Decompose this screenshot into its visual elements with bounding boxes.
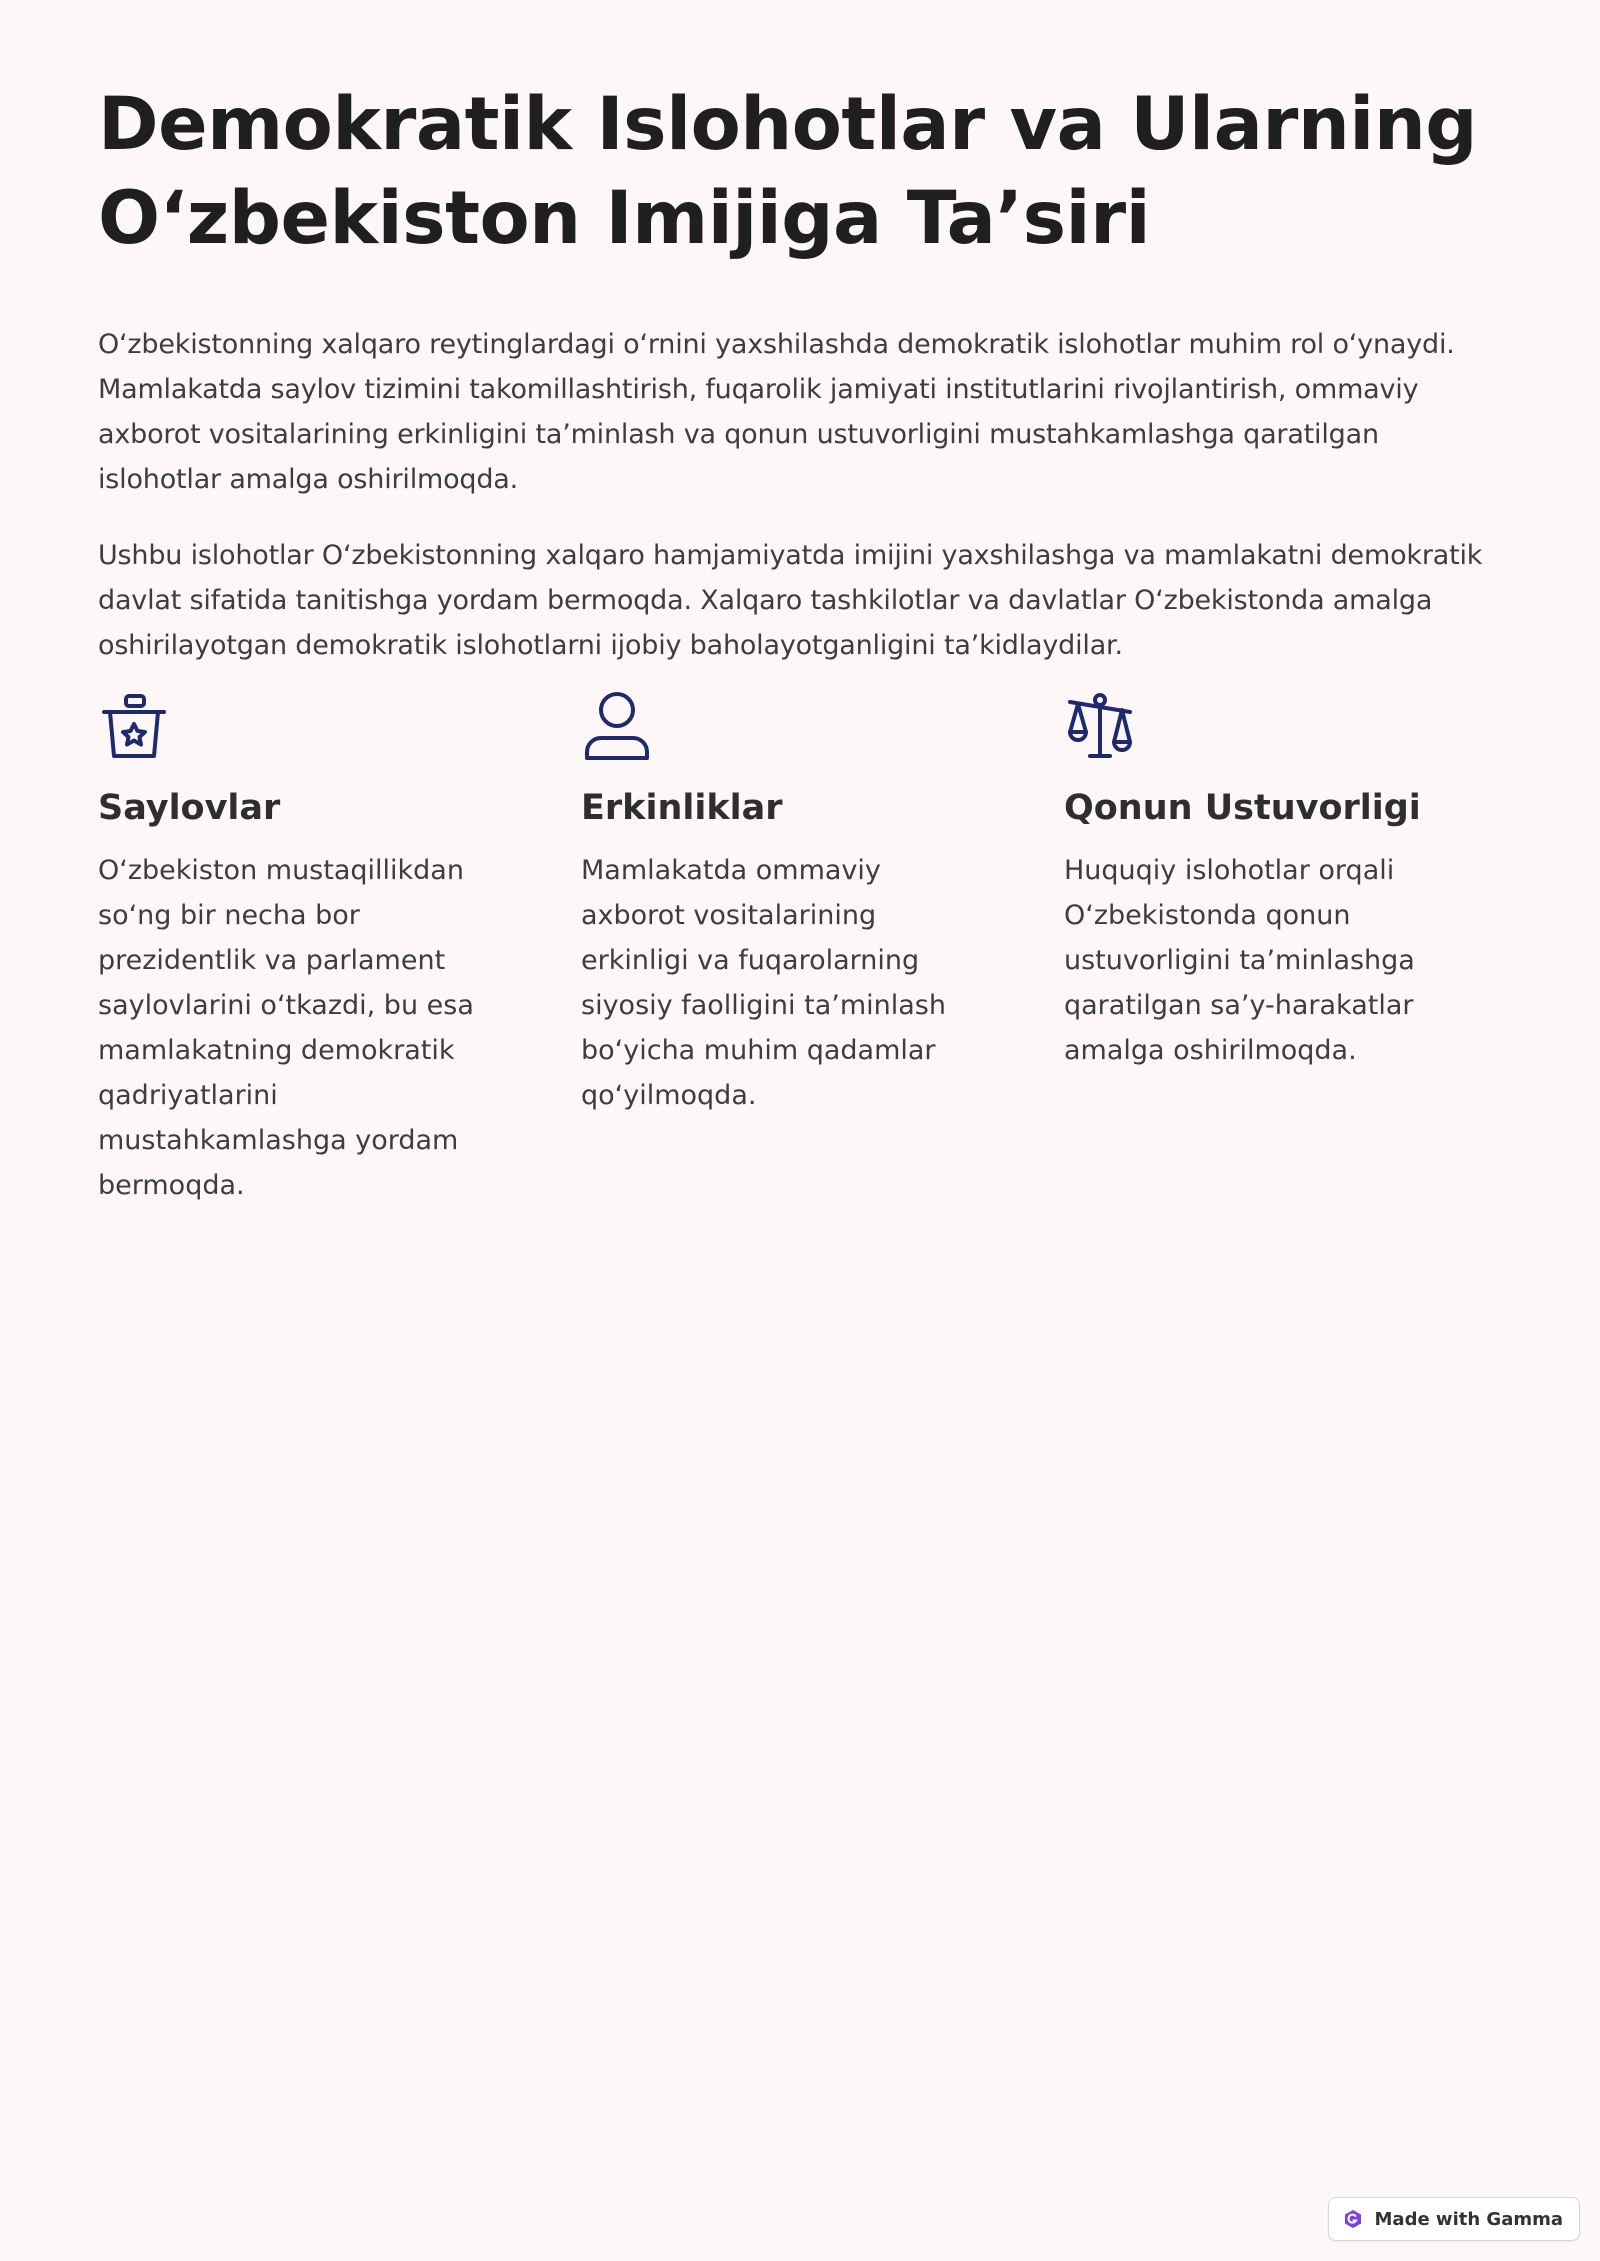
slide-content (98, 78, 1508, 1201)
intro-paragraph-1: O‘zbekistonning xalqaro reytinglardagi o‘rnini yaxshilashda demokratik islohotlar muhim rol o‘ynaydi. Mamlakatda saylov tizimini takomillashtirish, fuqarolik jamiyati institutlarini rivojlantirish, ommaviy axborot vositalarining erkinligini ta’minlash va qonun ustuvorligini mustahkamlashga qaratilgan islohotlar amalga oshirilmoqda. (98, 329, 1455, 495)
page-title (98, 78, 1508, 266)
ballot-box-icon (98, 690, 170, 762)
page-title-line-2: O‘zbekiston Imijiga Ta’siri (98, 176, 1151, 261)
feature-text-erkinliklar: Mamlakatda ommaviy axborot vositalarining erkinligi va fuqarolarning siyosiy faolligini ta’minlash bo‘yicha muhim qadamlar qo‘yilmoqda. (581, 855, 946, 1111)
feature-title-saylovlar: Saylovlar (98, 788, 281, 828)
scales-icon (1064, 690, 1136, 762)
intro-paragraph-2: Ushbu islohotlar O‘zbekistonning xalqaro hamjamiyatda imijini yaxshilashga va mamlakatni demokratik davlat sifatida tanitishga yordam bermoqda. Xalqaro tashkilotlar va davlatlar O‘zbekistonda amalga oshirilayotgan demokratik islohotlarni ijobiy baholayotganligini ta’kidlaydilar. (98, 540, 1483, 661)
feature-column-erkinliklar (581, 690, 979, 1208)
intro-section (98, 322, 1508, 668)
feature-columns (98, 690, 1518, 1208)
feature-column-qonun-ustuvorligi (1064, 690, 1462, 1208)
feature-title-erkinliklar: Erkinliklar (581, 788, 783, 828)
made-with-gamma-badge[interactable] (1328, 2197, 1580, 2241)
person-icon (581, 690, 653, 762)
gamma-logo-icon (1343, 2209, 1363, 2229)
feature-text-qonun-ustuvorligi: Huquqiy islohotlar orqali O‘zbekistonda qonun ustuvorligini ta’minlashga qaratilgan sa’y-harakatlar amalga oshirilmoqda. (1064, 855, 1415, 1066)
page-title-line-1: Demokratik Islohotlar va Ularning (98, 82, 1478, 167)
feature-column-saylovlar (98, 690, 496, 1208)
made-with-gamma-label: Made with Gamma (1374, 2208, 1563, 2230)
feature-text-saylovlar: O‘zbekiston mustaqillikdan so‘ng bir necha bor prezidentlik va parlament saylovlarini o‘tkazdi, bu esa mamlakatning demokratik qadriyatlarini mustahkamlashga yordam bermoqda. (98, 855, 474, 1201)
feature-title-qonun-ustuvorligi: Qonun Ustuvorligi (1064, 788, 1421, 828)
